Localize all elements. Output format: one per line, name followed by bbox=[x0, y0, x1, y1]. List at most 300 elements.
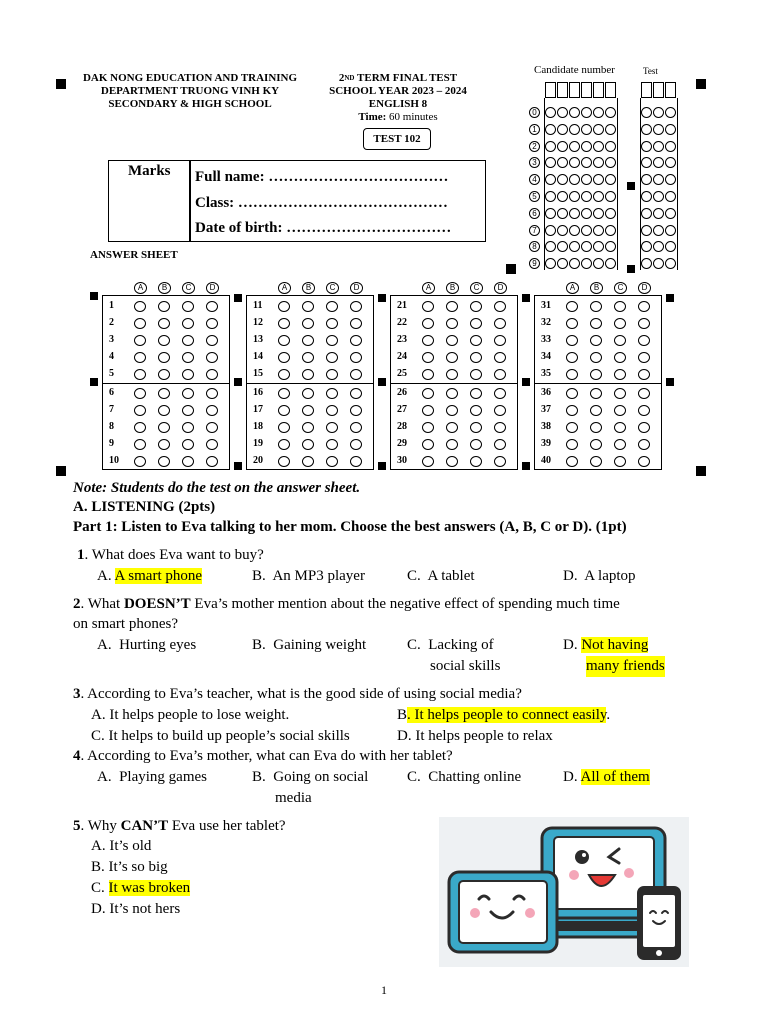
test-code-bubble[interactable] bbox=[641, 191, 652, 202]
answer-bubble[interactable] bbox=[158, 301, 170, 312]
test-code-digit-box[interactable] bbox=[653, 82, 664, 98]
test-code: TEST 102 bbox=[363, 128, 431, 150]
q5-option-d[interactable]: D. It’s not hers bbox=[91, 901, 181, 917]
answer-bubble[interactable] bbox=[590, 405, 602, 416]
option-letter-header: D bbox=[206, 282, 219, 294]
candidate-bubble[interactable] bbox=[545, 258, 556, 269]
test-code-bubble[interactable] bbox=[665, 258, 676, 269]
answer-bubble[interactable] bbox=[182, 439, 194, 450]
q4-option-d[interactable]: D. All of them bbox=[563, 769, 650, 785]
candidate-bubble[interactable] bbox=[605, 208, 616, 219]
candidate-bubble[interactable] bbox=[545, 241, 556, 252]
answer-row-number: 19 bbox=[253, 437, 263, 449]
candidate-bubble[interactable] bbox=[593, 107, 604, 118]
answer-bubble[interactable] bbox=[590, 318, 602, 329]
answer-row-number: 38 bbox=[541, 420, 551, 432]
candidate-bubble[interactable] bbox=[557, 241, 568, 252]
answer-bubble[interactable] bbox=[326, 301, 338, 312]
answer-bubble[interactable] bbox=[566, 422, 578, 433]
answer-bubble[interactable] bbox=[350, 318, 362, 329]
test-code-bubble[interactable] bbox=[653, 191, 664, 202]
answer-bubble[interactable] bbox=[350, 439, 362, 450]
candidate-bubble[interactable] bbox=[605, 225, 616, 236]
answer-bubble[interactable] bbox=[278, 301, 290, 312]
block-divider bbox=[102, 383, 230, 384]
candidate-bubble[interactable] bbox=[545, 225, 556, 236]
candidate-digit-box[interactable] bbox=[593, 82, 604, 98]
q1-option-b[interactable]: B. An MP3 player bbox=[252, 568, 365, 584]
answer-bubble[interactable] bbox=[470, 301, 482, 312]
answer-bubble[interactable] bbox=[566, 439, 578, 450]
digit-label: 6 bbox=[529, 208, 540, 219]
candidate-bubble[interactable] bbox=[581, 258, 592, 269]
candidate-bubble[interactable] bbox=[581, 141, 592, 152]
answer-bubble[interactable] bbox=[206, 422, 218, 433]
candidate-bubble[interactable] bbox=[557, 157, 568, 168]
answer-bubble[interactable] bbox=[494, 456, 506, 467]
answer-row-number: 28 bbox=[397, 420, 407, 432]
registration-mark bbox=[666, 378, 674, 386]
question-2-line-2: on smart phones? bbox=[73, 616, 178, 632]
answer-bubble[interactable] bbox=[326, 439, 338, 450]
test-code-bubble[interactable] bbox=[641, 241, 652, 252]
answer-bubble[interactable] bbox=[278, 318, 290, 329]
candidate-bubble[interactable] bbox=[545, 208, 556, 219]
answer-bubble[interactable] bbox=[614, 388, 626, 399]
answer-row-number: 20 bbox=[253, 454, 263, 466]
candidate-bubble[interactable] bbox=[605, 141, 616, 152]
candidate-bubble[interactable] bbox=[605, 107, 616, 118]
answer-bubble[interactable] bbox=[182, 405, 194, 416]
answer-bubble[interactable] bbox=[278, 439, 290, 450]
candidate-bubble[interactable] bbox=[569, 107, 580, 118]
answer-bubble[interactable] bbox=[566, 388, 578, 399]
candidate-bubble[interactable] bbox=[557, 124, 568, 135]
candidate-bubble[interactable] bbox=[581, 191, 592, 202]
registration-mark bbox=[378, 294, 386, 302]
candidate-bubble[interactable] bbox=[545, 124, 556, 135]
candidate-bubble[interactable] bbox=[593, 241, 604, 252]
candidate-digit-box[interactable] bbox=[605, 82, 616, 98]
test-code-bubble[interactable] bbox=[665, 241, 676, 252]
option-letter-header: D bbox=[638, 282, 651, 294]
answer-row-number: 4 bbox=[109, 351, 114, 363]
candidate-bubble[interactable] bbox=[593, 191, 604, 202]
answer-bubble[interactable] bbox=[134, 301, 146, 312]
candidate-bubble[interactable] bbox=[569, 258, 580, 269]
q3-option-d[interactable]: D. It helps people to relax bbox=[397, 728, 553, 744]
candidate-bubble[interactable] bbox=[593, 141, 604, 152]
devices-illustration bbox=[439, 817, 689, 967]
q2-option-d-line-2: many friends bbox=[586, 656, 665, 677]
registration-mark bbox=[696, 79, 706, 89]
answer-row-number: 32 bbox=[541, 317, 551, 329]
candidate-bubble[interactable] bbox=[605, 241, 616, 252]
candidate-bubble[interactable] bbox=[569, 141, 580, 152]
candidate-bubble[interactable] bbox=[545, 191, 556, 202]
answer-bubble[interactable] bbox=[494, 318, 506, 329]
candidate-bubble[interactable] bbox=[593, 124, 604, 135]
answer-bubble[interactable] bbox=[590, 301, 602, 312]
test-code-bubble[interactable] bbox=[653, 107, 664, 118]
option-letter-header: A bbox=[278, 282, 291, 294]
registration-mark bbox=[234, 378, 242, 386]
answer-bubble[interactable] bbox=[182, 422, 194, 433]
candidate-bubble[interactable] bbox=[557, 208, 568, 219]
registration-mark bbox=[56, 79, 66, 89]
answer-bubble[interactable] bbox=[494, 301, 506, 312]
test-code-bubble[interactable] bbox=[665, 191, 676, 202]
answer-bubble[interactable] bbox=[350, 422, 362, 433]
candidate-bubble[interactable] bbox=[569, 174, 580, 185]
answer-bubble[interactable] bbox=[350, 388, 362, 399]
option-letter-header: D bbox=[350, 282, 363, 294]
answer-bubble[interactable] bbox=[638, 318, 650, 329]
candidate-bubble[interactable] bbox=[569, 241, 580, 252]
answer-bubble[interactable] bbox=[302, 422, 314, 433]
option-letter-header: C bbox=[182, 282, 195, 294]
digit-label: 4 bbox=[529, 174, 540, 185]
candidate-bubble[interactable] bbox=[545, 107, 556, 118]
candidate-number-title: Candidate number bbox=[534, 64, 615, 76]
answer-row-number: 24 bbox=[397, 351, 407, 363]
test-code-bubble[interactable] bbox=[665, 174, 676, 185]
candidate-bubble[interactable] bbox=[569, 124, 580, 135]
candidate-bubble[interactable] bbox=[593, 174, 604, 185]
answer-bubble[interactable] bbox=[566, 318, 578, 329]
answer-bubble[interactable] bbox=[302, 388, 314, 399]
answer-bubble[interactable] bbox=[182, 388, 194, 399]
digit-label: 7 bbox=[529, 225, 540, 236]
answer-row-number: 36 bbox=[541, 386, 551, 398]
answer-row-number: 23 bbox=[397, 334, 407, 346]
test-code-bubble[interactable] bbox=[641, 208, 652, 219]
q5-option-a[interactable]: A. It’s old bbox=[91, 838, 152, 854]
answer-bubble[interactable] bbox=[614, 456, 626, 467]
test-code-bubble[interactable] bbox=[653, 241, 664, 252]
answer-bubble[interactable] bbox=[446, 388, 458, 399]
answer-row-number: 39 bbox=[541, 437, 551, 449]
answer-bubble[interactable] bbox=[326, 318, 338, 329]
answer-bubble[interactable] bbox=[446, 439, 458, 450]
test-code-bubble[interactable] bbox=[641, 258, 652, 269]
option-letter-header: A bbox=[566, 282, 579, 294]
q5-option-c[interactable]: C. It was broken bbox=[91, 880, 191, 896]
digit-label: 8 bbox=[529, 241, 540, 252]
question-3: 3. According to Eva’s teacher, what is the good side of using social media? bbox=[73, 686, 522, 702]
answer-bubble[interactable] bbox=[638, 405, 650, 416]
answer-bubble[interactable] bbox=[182, 301, 194, 312]
q1-option-a[interactable]: A. A smart phone bbox=[97, 568, 203, 584]
answer-bubble[interactable] bbox=[638, 456, 650, 467]
answer-bubble[interactable] bbox=[638, 388, 650, 399]
answer-bubble[interactable] bbox=[470, 422, 482, 433]
class-field[interactable]: Class: …………………………………… bbox=[195, 195, 448, 211]
q5-option-b[interactable]: B. It’s so big bbox=[91, 859, 168, 875]
answer-bubble[interactable] bbox=[470, 318, 482, 329]
answer-bubble[interactable] bbox=[422, 405, 434, 416]
answer-bubble[interactable] bbox=[278, 422, 290, 433]
answer-bubble[interactable] bbox=[182, 318, 194, 329]
answer-bubble[interactable] bbox=[422, 318, 434, 329]
test-code-bubble[interactable] bbox=[653, 157, 664, 168]
answer-bubble[interactable] bbox=[446, 301, 458, 312]
answer-bubble[interactable] bbox=[566, 456, 578, 467]
candidate-bubble[interactable] bbox=[593, 208, 604, 219]
school-year: SCHOOL YEAR 2023 – 2024 bbox=[329, 85, 467, 97]
test-code-bubble[interactable] bbox=[653, 208, 664, 219]
answer-bubble[interactable] bbox=[350, 301, 362, 312]
candidate-digit-box[interactable] bbox=[569, 82, 580, 98]
answer-bubble[interactable] bbox=[446, 422, 458, 433]
answer-bubble[interactable] bbox=[278, 405, 290, 416]
answer-bubble[interactable] bbox=[614, 318, 626, 329]
candidate-bubble[interactable] bbox=[545, 141, 556, 152]
block-divider bbox=[534, 383, 662, 384]
question-2: 2. What DOESN’T Eva’s mother mention about the negative effect of spending much time bbox=[73, 596, 620, 612]
answer-bubble[interactable] bbox=[326, 422, 338, 433]
test-code-bubble[interactable] bbox=[653, 225, 664, 236]
answer-bubble[interactable] bbox=[206, 439, 218, 450]
candidate-bubble[interactable] bbox=[581, 174, 592, 185]
candidate-bubble[interactable] bbox=[581, 225, 592, 236]
answer-bubble[interactable] bbox=[326, 456, 338, 467]
answer-bubble[interactable] bbox=[350, 405, 362, 416]
candidate-bubble[interactable] bbox=[593, 157, 604, 168]
candidate-bubble[interactable] bbox=[557, 258, 568, 269]
answer-bubble[interactable] bbox=[134, 405, 146, 416]
test-code-bubble[interactable] bbox=[641, 107, 652, 118]
answer-bubble[interactable] bbox=[182, 456, 194, 467]
answer-row-number: 5 bbox=[109, 368, 114, 380]
answer-bubble[interactable] bbox=[590, 456, 602, 467]
q2-option-a[interactable]: A. Hurting eyes bbox=[97, 637, 197, 653]
answer-bubble[interactable] bbox=[134, 318, 146, 329]
answer-bubble[interactable] bbox=[614, 422, 626, 433]
candidate-bubble[interactable] bbox=[581, 208, 592, 219]
q2-option-d[interactable]: D. Not having bbox=[563, 637, 649, 653]
candidate-bubble[interactable] bbox=[593, 258, 604, 269]
option-letter-header: C bbox=[470, 282, 483, 294]
option-letter-header: B bbox=[158, 282, 171, 294]
candidate-bubble[interactable] bbox=[593, 225, 604, 236]
registration-mark bbox=[378, 378, 386, 386]
candidate-bubble[interactable] bbox=[557, 141, 568, 152]
answer-bubble[interactable] bbox=[494, 405, 506, 416]
candidate-digit-box[interactable] bbox=[545, 82, 556, 98]
candidate-bubble[interactable] bbox=[557, 107, 568, 118]
test-code-bubble[interactable] bbox=[641, 157, 652, 168]
answer-bubble[interactable] bbox=[206, 388, 218, 399]
test-code-bubble[interactable] bbox=[665, 225, 676, 236]
candidate-bubble[interactable] bbox=[581, 157, 592, 168]
answer-bubble[interactable] bbox=[614, 439, 626, 450]
answer-bubble[interactable] bbox=[134, 456, 146, 467]
answer-row-number: 7 bbox=[109, 403, 114, 415]
registration-mark bbox=[627, 182, 635, 190]
test-code-bubble[interactable] bbox=[665, 208, 676, 219]
answer-bubble[interactable] bbox=[566, 301, 578, 312]
answer-bubble[interactable] bbox=[158, 388, 170, 399]
test-code-bubble[interactable] bbox=[641, 124, 652, 135]
answer-bubble[interactable] bbox=[134, 422, 146, 433]
answer-bubble[interactable] bbox=[158, 422, 170, 433]
registration-mark bbox=[234, 294, 242, 302]
answer-bubble[interactable] bbox=[206, 405, 218, 416]
tablet-icon bbox=[449, 872, 557, 952]
test-code-bubble[interactable] bbox=[641, 141, 652, 152]
answer-bubble[interactable] bbox=[470, 388, 482, 399]
candidate-bubble[interactable] bbox=[557, 225, 568, 236]
test-code-digit-box[interactable] bbox=[665, 82, 676, 98]
block-divider bbox=[246, 383, 374, 384]
answer-bubble[interactable] bbox=[302, 318, 314, 329]
candidate-bubble[interactable] bbox=[569, 157, 580, 168]
digit-label: 1 bbox=[529, 124, 540, 135]
test-code-bubble[interactable] bbox=[641, 174, 652, 185]
full-name-field[interactable]: Full name: ……………………………… bbox=[195, 169, 449, 185]
answer-bubble[interactable] bbox=[638, 422, 650, 433]
test-code-bubble[interactable] bbox=[653, 141, 664, 152]
candidate-digit-box[interactable] bbox=[581, 82, 592, 98]
candidate-bubble[interactable] bbox=[569, 191, 580, 202]
q2-option-c[interactable]: C. Lacking of bbox=[407, 637, 494, 653]
registration-mark bbox=[506, 264, 516, 274]
registration-mark bbox=[522, 378, 530, 386]
test-code-bubble[interactable] bbox=[665, 107, 676, 118]
registration-mark bbox=[696, 466, 706, 476]
option-letter-header: B bbox=[446, 282, 459, 294]
smartphone-icon bbox=[638, 887, 680, 959]
candidate-digit-box[interactable] bbox=[557, 82, 568, 98]
answer-bubble[interactable] bbox=[206, 301, 218, 312]
digit-label: 9 bbox=[529, 258, 540, 269]
answer-bubble[interactable] bbox=[302, 439, 314, 450]
q3-option-c[interactable]: C. It helps to build up people’s social skills bbox=[91, 728, 350, 744]
test-code-bubble[interactable] bbox=[665, 157, 676, 168]
school-header: DAK NONG EDUCATION AND TRAINING DEPARTMENT TRUONG VINH KY SECONDARY & HIGH SCHOOL bbox=[82, 72, 298, 110]
candidate-bubble[interactable] bbox=[569, 208, 580, 219]
candidate-bubble[interactable] bbox=[605, 174, 616, 185]
answer-bubble[interactable] bbox=[134, 439, 146, 450]
answer-bubble[interactable] bbox=[590, 422, 602, 433]
candidate-bubble[interactable] bbox=[557, 191, 568, 202]
answer-bubble[interactable] bbox=[326, 388, 338, 399]
answer-bubble[interactable] bbox=[446, 318, 458, 329]
answer-bubble[interactable] bbox=[590, 388, 602, 399]
answer-bubble[interactable] bbox=[494, 422, 506, 433]
answer-row-number: 15 bbox=[253, 368, 263, 380]
answer-bubble[interactable] bbox=[158, 456, 170, 467]
answer-bubble[interactable] bbox=[158, 405, 170, 416]
answer-row-number: 9 bbox=[109, 437, 114, 449]
q4-option-a[interactable]: A. Playing games bbox=[97, 769, 207, 785]
candidate-bubble[interactable] bbox=[545, 157, 556, 168]
test-code-bubble[interactable] bbox=[665, 141, 676, 152]
candidate-bubble[interactable] bbox=[605, 124, 616, 135]
test-code-bubble[interactable] bbox=[653, 258, 664, 269]
q1-option-d[interactable]: D. A laptop bbox=[563, 568, 636, 584]
note: Note: Students do the test on the answer sheet. bbox=[73, 480, 361, 496]
answer-bubble[interactable] bbox=[278, 456, 290, 467]
answer-bubble[interactable] bbox=[494, 388, 506, 399]
candidate-bubble[interactable] bbox=[569, 225, 580, 236]
q4-option-c[interactable]: C. Chatting online bbox=[407, 769, 522, 785]
question-4: 4. According to Eva’s mother, what can Eva do with her tablet? bbox=[73, 748, 453, 764]
q4-option-b[interactable]: B. Going on social bbox=[252, 769, 369, 785]
test-code-bubble[interactable] bbox=[653, 174, 664, 185]
candidate-bubble[interactable] bbox=[605, 191, 616, 202]
candidate-bubble[interactable] bbox=[605, 157, 616, 168]
answer-row-number: 16 bbox=[253, 386, 263, 398]
answer-bubble[interactable] bbox=[422, 388, 434, 399]
answer-bubble[interactable] bbox=[566, 405, 578, 416]
candidate-bubble[interactable] bbox=[581, 241, 592, 252]
answer-bubble[interactable] bbox=[158, 439, 170, 450]
answer-bubble[interactable] bbox=[446, 405, 458, 416]
candidate-bubble[interactable] bbox=[581, 107, 592, 118]
answer-bubble[interactable] bbox=[422, 456, 434, 467]
answer-bubble[interactable] bbox=[614, 405, 626, 416]
test-code-bubble[interactable] bbox=[653, 124, 664, 135]
answer-bubble[interactable] bbox=[206, 456, 218, 467]
candidate-bubble[interactable] bbox=[605, 258, 616, 269]
answer-bubble[interactable] bbox=[470, 405, 482, 416]
answer-bubble[interactable] bbox=[446, 456, 458, 467]
answer-bubble[interactable] bbox=[470, 456, 482, 467]
test-code-bubble[interactable] bbox=[665, 124, 676, 135]
answer-bubble[interactable] bbox=[326, 405, 338, 416]
answer-bubble[interactable] bbox=[470, 439, 482, 450]
answer-bubble[interactable] bbox=[158, 318, 170, 329]
subject: ENGLISH 8 bbox=[368, 98, 428, 110]
answer-bubble[interactable] bbox=[638, 439, 650, 450]
answer-row-number: 34 bbox=[541, 351, 551, 363]
option-letter-header: D bbox=[494, 282, 507, 294]
answer-bubble[interactable] bbox=[422, 301, 434, 312]
answer-row-number: 12 bbox=[253, 317, 263, 329]
q1-option-c[interactable]: C. A tablet bbox=[407, 568, 475, 584]
candidate-bubble[interactable] bbox=[581, 124, 592, 135]
answer-bubble[interactable] bbox=[278, 388, 290, 399]
answer-bubble[interactable] bbox=[302, 405, 314, 416]
answer-bubble[interactable] bbox=[302, 301, 314, 312]
answer-bubble[interactable] bbox=[350, 456, 362, 467]
test-code-digit-box[interactable] bbox=[641, 82, 652, 98]
q2-option-b[interactable]: B. Gaining weight bbox=[252, 637, 367, 653]
answer-bubble[interactable] bbox=[422, 422, 434, 433]
q3-option-b[interactable]: B. It helps people to connect easily. bbox=[397, 707, 611, 723]
answer-bubble[interactable] bbox=[638, 301, 650, 312]
candidate-bubble[interactable] bbox=[545, 174, 556, 185]
answer-bubble[interactable] bbox=[614, 301, 626, 312]
registration-mark bbox=[522, 462, 530, 470]
answer-row-number: 33 bbox=[541, 334, 551, 346]
answer-bubble[interactable] bbox=[590, 439, 602, 450]
answer-row-number: 6 bbox=[109, 386, 114, 398]
answer-bubble[interactable] bbox=[494, 439, 506, 450]
date-of-birth-field[interactable]: Date of birth: …………………………… bbox=[195, 220, 452, 236]
q3-option-a[interactable]: A. It helps people to lose weight. bbox=[91, 707, 290, 723]
answer-bubble[interactable] bbox=[134, 388, 146, 399]
digit-label: 2 bbox=[529, 141, 540, 152]
candidate-bubble[interactable] bbox=[557, 174, 568, 185]
answer-bubble[interactable] bbox=[206, 318, 218, 329]
answer-bubble[interactable] bbox=[302, 456, 314, 467]
answer-bubble[interactable] bbox=[422, 439, 434, 450]
exam-header bbox=[318, 72, 478, 124]
test-code-bubble[interactable] bbox=[641, 225, 652, 236]
